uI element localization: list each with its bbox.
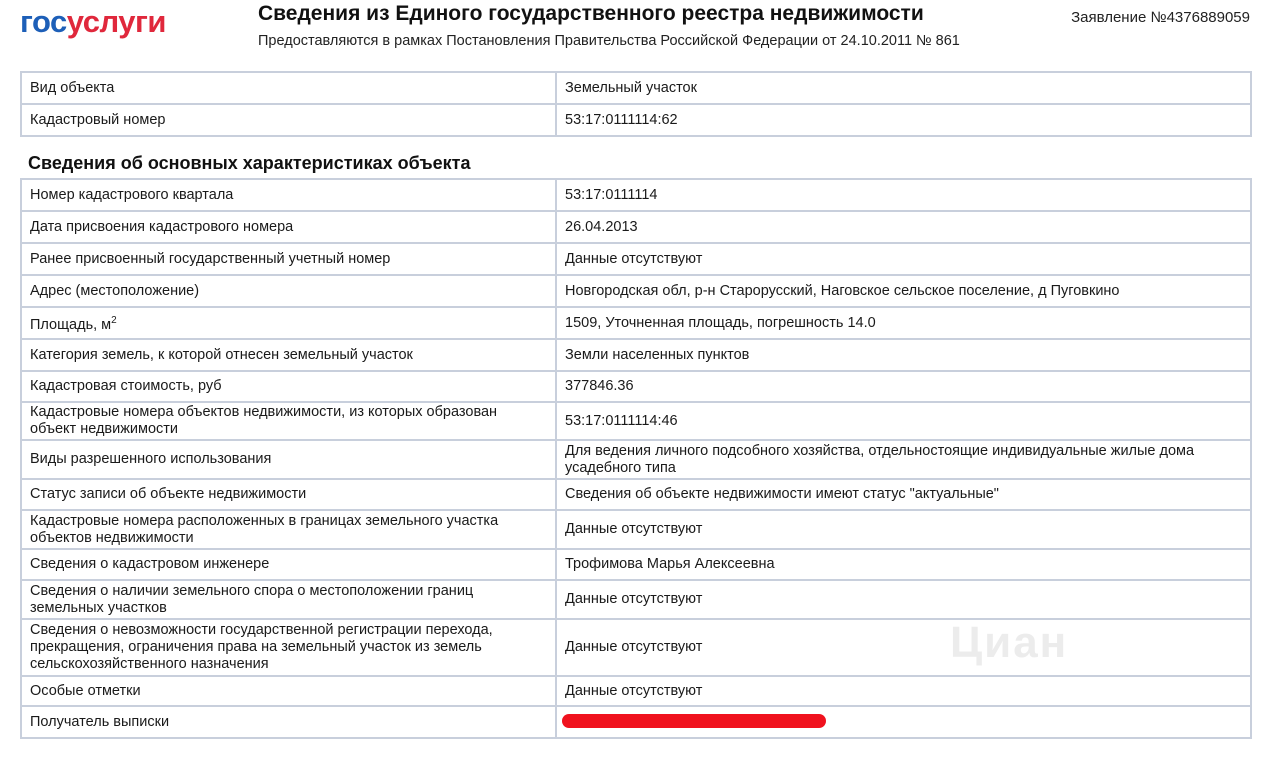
table-row: [21, 339, 1251, 371]
document-title: Сведения из Единого государственного реестра недвижимости: [258, 2, 924, 25]
row-value: Данные отсутствуют: [556, 676, 1251, 706]
document-subtitle: Предоставляются в рамках Постановления Правительства Российской Федерации от 24.10.2011 № 861: [258, 33, 960, 49]
table-row: [21, 275, 1251, 307]
watermark: Циан: [950, 618, 1069, 667]
row-label: Кадастровый номер: [21, 104, 556, 136]
document-header: [0, 0, 1280, 60]
row-label: Дата присвоения кадастрового номера: [21, 211, 556, 243]
row-label: Кадастровые номера расположенных в границах земельного участка объектов недвижимости: [21, 510, 556, 549]
table-row: [21, 440, 1251, 479]
section-title: Сведения об основных характеристиках объекта: [28, 153, 471, 173]
table-row: [21, 307, 1251, 339]
row-label: Ранее присвоенный государственный учетный номер: [21, 243, 556, 275]
row-value: Данные отсутствуют: [556, 510, 1251, 549]
row-label: Категория земель, к которой отнесен земельный участок: [21, 339, 556, 371]
row-value: Трофимова Марья Алексеевна: [556, 549, 1251, 580]
row-value: 53:17:0111114:62: [556, 104, 1251, 136]
superscript: 2: [111, 315, 117, 327]
row-value: Земельный участок: [556, 72, 1251, 104]
row-label: Сведения о невозможности государственной регистрации перехода, прекращения, ограничения права на земельный участок из земель сельскохозяйственного назначения: [21, 619, 556, 676]
row-label: Получатель выписки: [21, 706, 556, 738]
row-value: Сведения об объекте недвижимости имеют статус "актуальные": [556, 479, 1251, 510]
row-value: Данные отсутствуют: [556, 619, 1251, 676]
row-value: Новгородская обл, р-н Старорусский, Наговское сельское поселение, д Пуговкино: [556, 275, 1251, 307]
gosuslugi-logo: госуслуги: [20, 4, 166, 39]
table-row: [21, 479, 1251, 510]
table-row: [21, 104, 1251, 136]
object-info-table: [20, 71, 1252, 137]
row-label: Сведения о кадастровом инженере: [21, 549, 556, 580]
row-label: Виды разрешенного использования: [21, 440, 556, 479]
row-value: 53:17:0111114: [556, 179, 1251, 211]
row-label: Номер кадастрового квартала: [21, 179, 556, 211]
row-label: Адрес (местоположение): [21, 275, 556, 307]
row-value: Земли населенных пунктов: [556, 339, 1251, 371]
table-row: [21, 371, 1251, 402]
application-number: Заявление №4376889059: [1071, 9, 1250, 26]
table-row: [21, 72, 1251, 104]
row-value: 53:17:0111114:46: [556, 402, 1251, 440]
redaction-mark: [562, 714, 826, 728]
row-value: Данные отсутствуют: [556, 243, 1251, 275]
row-value: 377846.36: [556, 371, 1251, 402]
row-label: Сведения о наличии земельного спора о местоположении границ земельных участков: [21, 580, 556, 619]
table-row: [21, 549, 1251, 580]
table-row: [21, 243, 1251, 275]
row-label: Особые отметки: [21, 676, 556, 706]
row-label: Кадастровые номера объектов недвижимости, из которых образован объект недвижимости: [21, 402, 556, 440]
table-row: [21, 402, 1251, 440]
row-value: 1509, Уточненная площадь, погрешность 14.0: [556, 307, 1251, 339]
table-row: [21, 676, 1251, 706]
table-row: [21, 211, 1251, 243]
table-row: [21, 510, 1251, 549]
row-value: Для ведения личного подсобного хозяйства, отдельностоящие индивидуальные жилые дома усадебного типа: [556, 440, 1251, 479]
table-row: [21, 580, 1251, 619]
row-value: Данные отсутствуют: [556, 580, 1251, 619]
row-label: Статус записи об объекте недвижимости: [21, 479, 556, 510]
table-row: [21, 179, 1251, 211]
row-label: Кадастровая стоимость, руб: [21, 371, 556, 402]
row-value: 26.04.2013: [556, 211, 1251, 243]
row-label: Вид объекта: [21, 72, 556, 104]
row-label: Площадь, $м^2$: [21, 307, 556, 339]
